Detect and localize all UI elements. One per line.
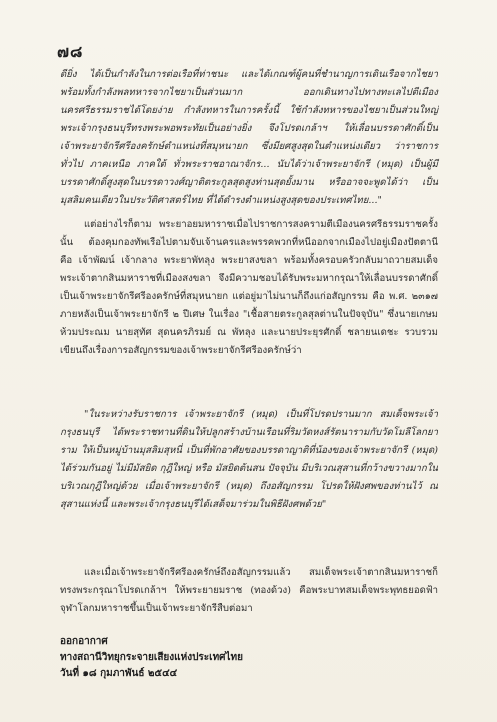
signature-line-station: ทางสถานีวิทยุกระจายเสียงแห่งประเทศไทย — [60, 652, 244, 663]
quoted-paragraph-continued: ดียิ่ง ได้เป็นกำลังในการต่อเรือที่ท่าชนะ และได้เกณฑ์ผู้คนที่ชำนาญการเดินเรือจากไชยา พร้อมทั้งกำลังพลทหารจากไชยาเป็นส่วนมาก ออกเดินทางไปทางทะเลไปตีเมืองนครศรีธรรมราชได้โดยง่าย กำลังทหารในการครั้งนี้ ใช้กำลังทหารของไชยาเป็นส่วนใหญ่ พระเจ้ากรุงธนบุรีทรงพระพอพระทัยเป็นอย่างยิ่ง จึงโปรดเกล้าฯ ให้เลื่อนบรรดาศักดิ์เป็นเจ้าพระยาจักรีศรีองครักษ์ตำแหน่งที่สมุหนายก ซึ่งมียศสูงสุดในตำแหน่งเดียว ว่าราชการทั่วไป ภาคเหนือ ภาคใต้ ทั่วพระราชอาณาจักร... นับได้ว่าเจ้าพระยาจักรี (หมุด) เป็นผู้มีบรรดาศักดิ์สูงสุดในบรรดาวงศ์ญาติตระกูลสุดสูงท่านสุดยั้งมาน หรืออาจจะพูดได้ว่า เป็นมุสลิมคนเดียวในประวัติศาสตร์ไทย ที่ได้ดำรงตำแหน่งสูงสุดของประเทศไทย..." — [60, 69, 438, 206]
closing-paragraph: และเมื่อเจ้าพระยาจักรีศรีองครักษ์ถึงอสัญกรรมแล้ว สมเด็จพระเจ้าตากสินมหาราชก็ทรงพระกรุณาโปรดเกล้าฯ ให้พระยายมราช (ทองด้วง) คือพระบาทสมเด็จพระพุทธยอดฟ้าจุฬาโลกมหาราชขึ้นเป็นเจ้าพระยาจักรีสืบต่อมา — [60, 567, 438, 614]
body-paragraph: แต่อย่างไรก็ตาม พระยาอยมหาราชเมื่อไปราชการสงครามตีเมืองนครศรีธรรมราชครั้งนั้น ต้องคุมกองทัพเรือไปตามจับเจ้านครและพรรคพวกที่หนีออกจากเมืองไปอยู่เมืองปัตตานี คือ เจ้าพัฒน์ เจ้ากลาง พระยาพัทลุง พระยาสงขลา พร้อมทั้งครอบครัวกลับมาถวายสมเด็จพระเจ้าตากสินมหาราชที่เมืองสงขลา จึงมีความชอบได้รับพระมหากรุณาให้เลื่อนบรรดาศักดิ์เป็นเจ้าพระยาจักรีศรีองครักษ์ที่สมุหนายก แต่อยู่มาไม่นานก็ถึงแก่อสัญกรรม คือ พ.ศ. ๒๓๑๗ ภายหลังเป็นเจ้าพระยาจักรี ๒ ปีเศษ ในเรื่อง "เชื้อสายตระกูลสุลต่านในปัจจุบัน" ซึ่งนายเกษม ห้วมประณม นายสุทัศ สุดนครภิรมย์ ณ พัทลุง และนายประยุรศักดิ์ ชลายนเดชะ รวบรวมเขียนถึงเรื่องการอสัญกรรมของเจ้าพระยาจักรีศรีองครักษ์ว่า — [60, 219, 438, 356]
broadcast-signature — [60, 634, 420, 682]
quoted-paragraph: "ในระหว่างรับราชการ เจ้าพระยาจักรี (หมุด) เป็นที่โปรดปรานมาก สมเด็จพระเจ้ากรุงธนบุรี ได้พระราชทานที่ดินให้ปลูกสร้างบ้านเรือนที่ริมวัดหงส์รัตนารามกับวัดโมลีโลกยาราม ให้เป็นหมู่บ้านมุสลิมสุหนี่ เป็นที่พักอาศัยของบรรดาญาติที่น้องของเจ้าพระยาจักรี (หมุด) ได้ร่วมกันอยู่ ไม่มีมัสยิด กุฎีใหญ่ หรือ มัสยิดต้นสน ปัจจุบัน มีบริเวณสุสานที่กว้างขวางมากในบริเวณกุฎีใหญ่ด้วย เมื่อเจ้าพระยาจักรี (หมุด) ถึงอสัญกรรม โปรดให้ฝังศพของท่านไว้ ณ สุสานแห่งนี้ และพระเจ้ากรุงธนบุรีได้เสด็จมาร่วมในพิธีฝังศพด้วย" — [60, 409, 438, 510]
signature-line-broadcast: ออกอากาศ — [60, 636, 108, 647]
signature-line-date: วันที่ ๑๘ กุมภาพันธ์ ๒๕๔๔ — [60, 668, 178, 679]
page-number: ๗๘ — [57, 42, 84, 61]
